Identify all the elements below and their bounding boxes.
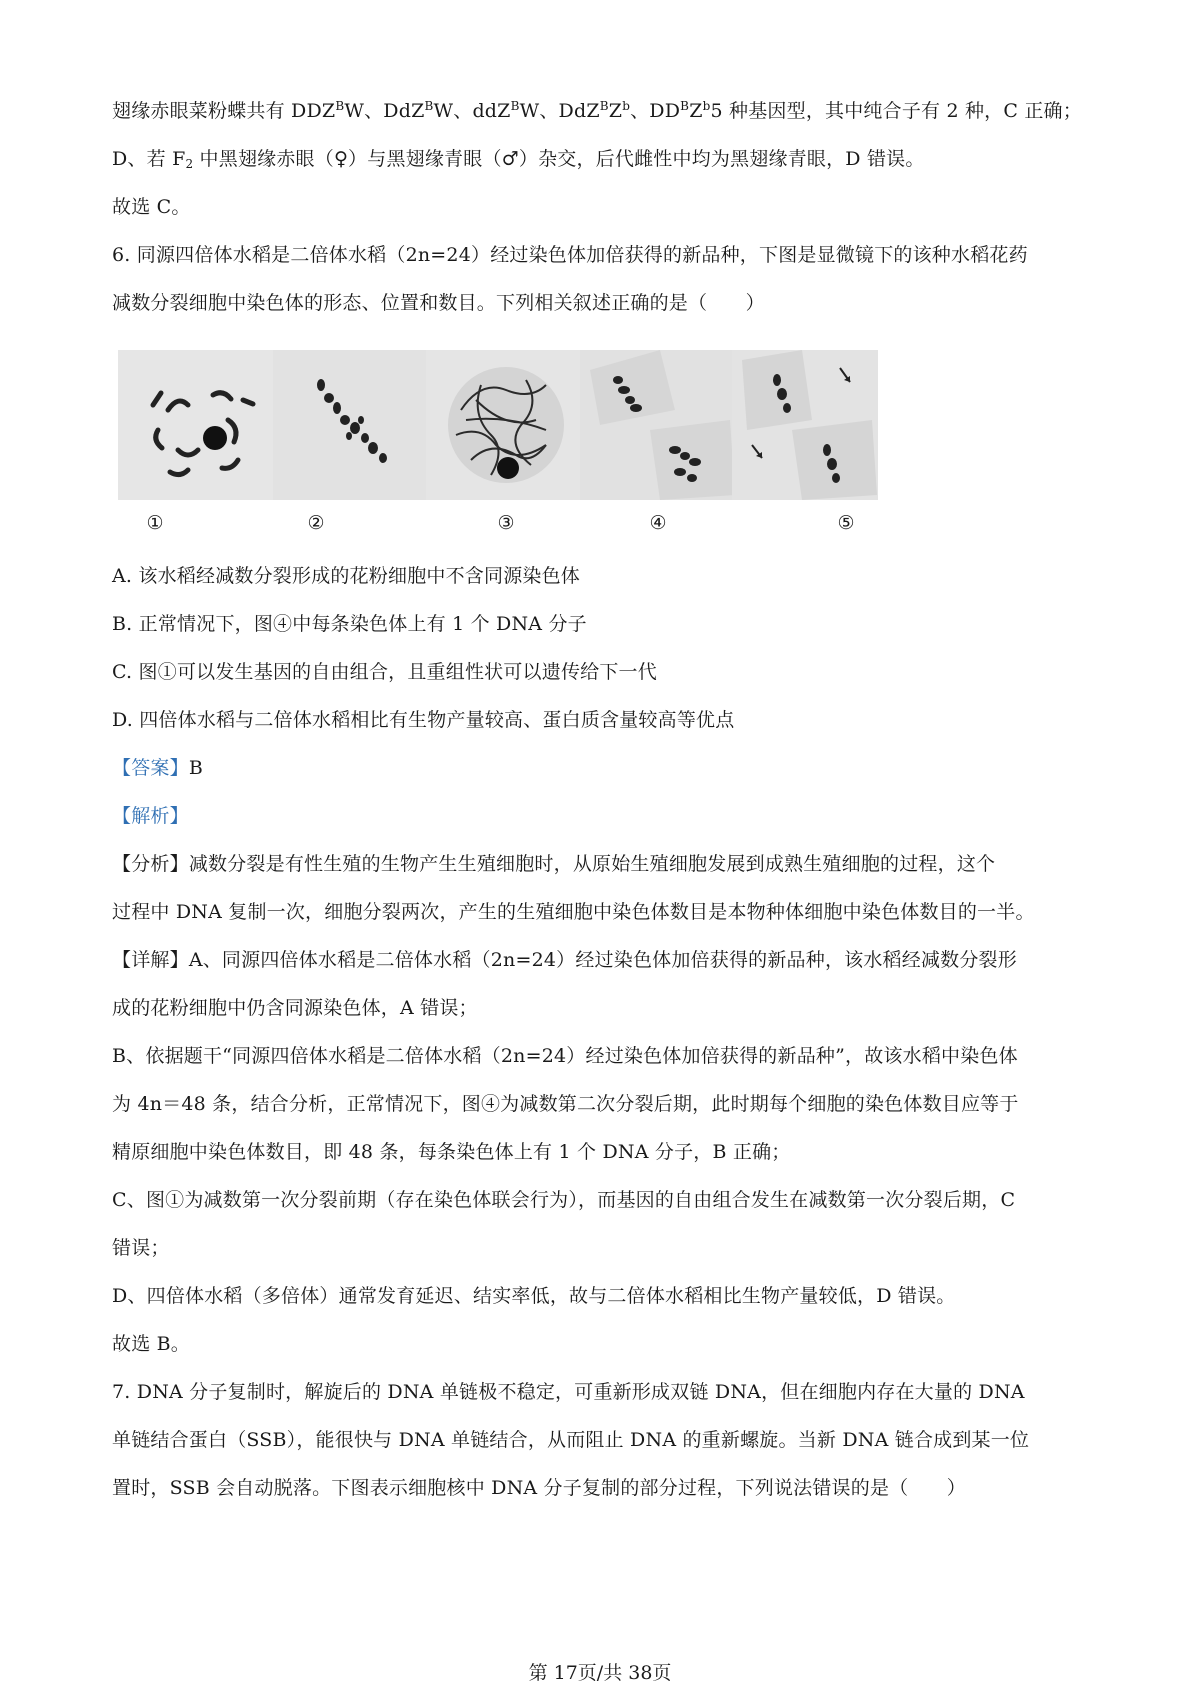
option-a: A. 该水稻经减数分裂形成的花粉细胞中不含同源染色体: [112, 565, 581, 587]
micrograph-panel-1: [118, 350, 278, 500]
answer-value: B: [188, 757, 203, 779]
text: 5 种基因型，其中纯合子有 2 种，C 正确；: [710, 100, 1082, 122]
option-c: C. 图①可以发生基因的自由组合，且重组性状可以遗传给下一代: [112, 661, 657, 683]
option-d: D. 四倍体水稻与二倍体水稻相比有生物产量较高、蛋白质含量较高等优点: [112, 709, 735, 731]
superscript: B: [424, 99, 434, 113]
xiangjie-c-line-2: 错误；: [112, 1237, 170, 1259]
metaphase-chromosomes-image: [273, 350, 433, 500]
choose-b-line: 故选 B。: [112, 1333, 191, 1355]
superscript: b: [702, 99, 711, 113]
telophase-chromosomes-image: [732, 350, 878, 500]
text: D、若 F: [112, 148, 186, 170]
text: A、同源四倍体水稻是二倍体水稻（2n=24）经过染色体加倍获得的新品种，该水稻经减数分裂形: [188, 949, 1017, 971]
figure-label-2: ②: [307, 512, 325, 534]
fenxi-label: 【分析】: [112, 853, 189, 875]
micrograph-figure: [118, 350, 938, 500]
xiangjie-a-line-2: 成的花粉细胞中仍含同源染色体，A 错误；: [112, 997, 478, 1019]
subscript: 2: [185, 157, 194, 171]
text: 、DD: [630, 100, 681, 122]
text: W、ddZ: [433, 100, 511, 122]
text: 中黑翅缘赤眼（♀）与黑翅缘青眼（♂）杂交，后代雌性中均为黑翅缘青眼，D 错误。: [193, 148, 925, 170]
anaphase-two-chromosomes-image: [580, 350, 740, 500]
fenxi-line-2: 过程中 DNA 复制一次，细胞分裂两次，产生的生殖细胞中染色体数目是本物种体细胞中染色体数目的一半。: [112, 901, 1035, 923]
superscript: B: [680, 99, 690, 113]
figure-label-5: ⑤: [837, 512, 855, 534]
micrograph-panel-4: [580, 350, 740, 500]
prophase-chromosomes-image: [118, 350, 278, 500]
figure-label-1: ①: [146, 512, 164, 534]
question-6-line-2: 减数分裂细胞中染色体的形态、位置和数目。下列相关叙述正确的是（ ）: [112, 292, 765, 314]
xiangjie-b-line-1: B、依据题干“同源四倍体水稻是二倍体水稻（2n=24）经过染色体加倍获得的新品种”，故该水稻中染色体: [112, 1045, 1018, 1067]
cross-result-line: [112, 146, 925, 172]
text: W、DdZ: [344, 100, 425, 122]
xiangjie-b-line-3: 精原细胞中染色体数目，即 48 条，每条染色体上有 1 个 DNA 分子，B 正确；: [112, 1141, 791, 1163]
micrograph-panel-5: [732, 350, 878, 500]
superscript: B: [510, 99, 520, 113]
question-7-line-3: 置时，SSB 会自动脱落。下图表示细胞核中 DNA 分子复制的部分过程，下列说法错误的是（ ）: [112, 1477, 966, 1499]
xiangjie-label: 【详解】: [112, 949, 189, 971]
figure-label-4: ④: [649, 512, 667, 534]
text: W、DdZ: [519, 100, 600, 122]
question-6-line-1: 6. 同源四倍体水稻是二倍体水稻（2n=24）经过染色体加倍获得的新品种，下图是显微镜下的该种水稻花药: [112, 244, 1028, 266]
page-footer: 第 17页/共 38页: [528, 1662, 672, 1684]
text: 翅缘赤眼菜粉蝶共有 DDZ: [112, 100, 336, 122]
xiangjie-d-line-1: D、四倍体水稻（多倍体）通常发育延迟、结实率低，故与二倍体水稻相比生物产量较低，D 错误。: [112, 1285, 956, 1307]
micrograph-panel-3: [426, 350, 586, 500]
fenxi-line-1: [112, 851, 995, 877]
figure-label-3: ③: [497, 512, 515, 534]
question-7-line-2: 单链结合蛋白（SSB），能很快与 DNA 单链结合，从而阻止 DNA 的重新螺旋。当新 DNA 链合成到某一位: [112, 1429, 1030, 1451]
text: 减数分裂是有性生殖的生物产生生殖细胞时，从原始生殖细胞发展到成熟生殖细胞的过程，这个: [188, 853, 996, 875]
xiangjie-b-line-2: 为 4n＝48 条，结合分析，正常情况下，图④为减数第二次分裂后期，此时期每个细胞的染色体数目应等于: [112, 1093, 1019, 1115]
pachytene-chromosomes-image: [426, 350, 586, 500]
superscript: b: [622, 99, 631, 113]
text: Z: [689, 100, 703, 122]
xiangjie-c-line-1: C、图①为减数第一次分裂前期（存在染色体联会行为），而基因的自由组合发生在减数第一次分裂后期，C: [112, 1189, 1016, 1211]
analysis-label: 【解析】: [112, 805, 189, 827]
genotype-line: [112, 98, 1082, 124]
question-7-line-1: 7. DNA 分子复制时，解旋后的 DNA 单链极不稳定，可重新形成双链 DNA，但在细胞内存在大量的 DNA: [112, 1381, 1025, 1403]
superscript: B: [335, 99, 345, 113]
text: Z: [608, 100, 623, 122]
superscript: B: [599, 99, 609, 113]
option-b: B. 正常情况下，图④中每条染色体上有 1 个 DNA 分子: [112, 613, 587, 635]
micrograph-panel-2: [273, 350, 433, 500]
xiangjie-a-line-1: [112, 947, 1017, 973]
answer-label: 【答案】: [112, 757, 189, 779]
choose-c-line: 故选 C。: [112, 196, 191, 218]
answer-line: [112, 755, 203, 781]
